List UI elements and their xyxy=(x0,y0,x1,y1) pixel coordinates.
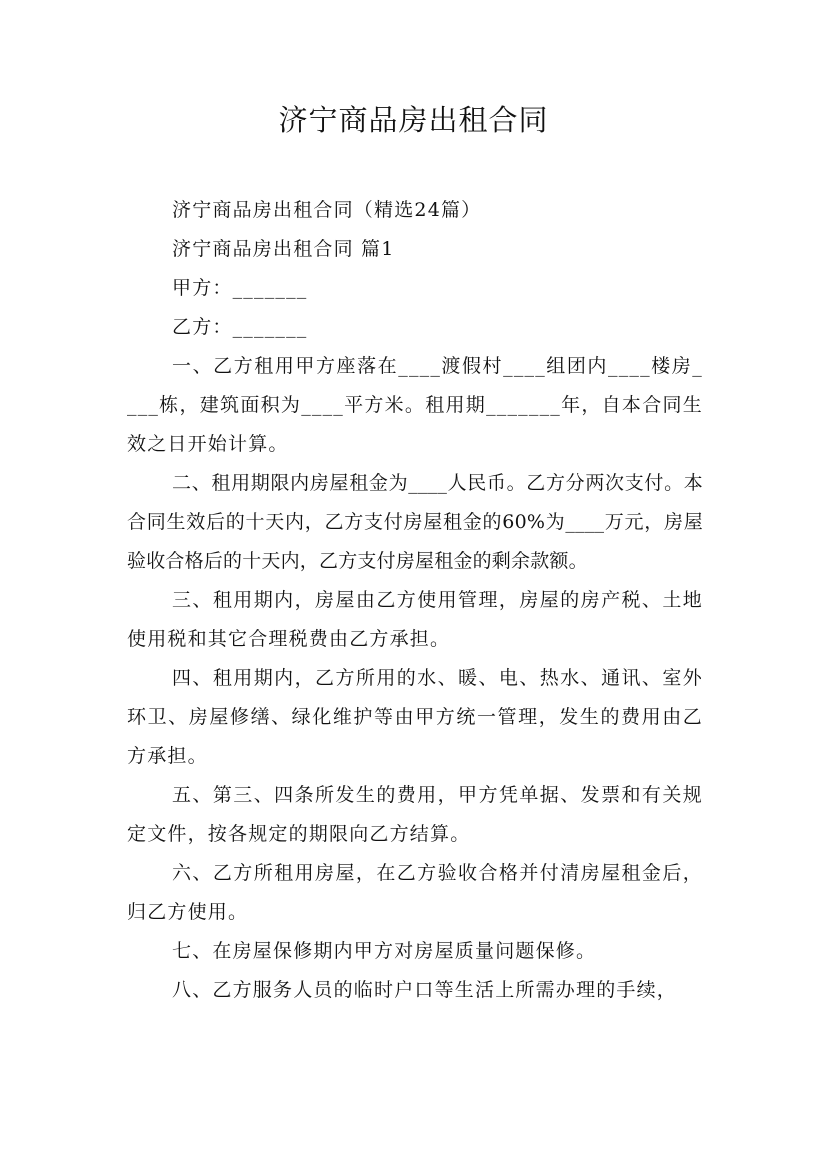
paragraph-section-heading: 济宁商品房出租合同 篇1 xyxy=(172,238,395,260)
clause-7: 七、在房屋保修期内甲方对房屋质量问题保修。 xyxy=(172,940,597,962)
document-body xyxy=(127,191,703,1010)
clause-8: 八、乙方服务人员的临时户口等生活上所需办理的手续， xyxy=(172,979,678,1001)
clause-3: 三、租用期内，房屋由乙方使用管理，房屋的房产税、土地使用税和其它合理税费由乙方承担。 xyxy=(127,589,703,650)
paragraph-subtitle: 济宁商品房出租合同（精选24篇） xyxy=(172,199,482,221)
clause-5: 五、第三、四条所发生的费用，甲方凭单据、发票和有关规定文件，按各规定的期限向乙方结算。 xyxy=(127,784,703,845)
clause-2: 二、租用期限内房屋租金为____人民币。乙方分两次支付。本合同生效后的十天内，乙方支付房屋租金的60%为____万元，房屋验收合格后的十天内，乙方支付房屋租金的剩余款额。 xyxy=(127,472,703,572)
paragraph-party-a: 甲方：_______ xyxy=(172,277,308,299)
clause-1: 一、乙方租用甲方座落在____渡假村____组团内____楼房____栋，建筑面积为____平方米。租用期_______年，自本合同生效之日开始计算。 xyxy=(127,355,703,455)
paragraph-party-b: 乙方：_______ xyxy=(172,316,308,338)
document-title: 济宁商品房出租合同 xyxy=(278,103,549,137)
clause-4: 四、租用期内，乙方所用的水、暖、电、热水、通讯、室外环卫、房屋修缮、绿化维护等由甲方统一管理，发生的费用由乙方承担。 xyxy=(127,667,703,767)
clause-6: 六、乙方所租用房屋，在乙方验收合格并付清房屋租金后，归乙方使用。 xyxy=(127,862,703,923)
